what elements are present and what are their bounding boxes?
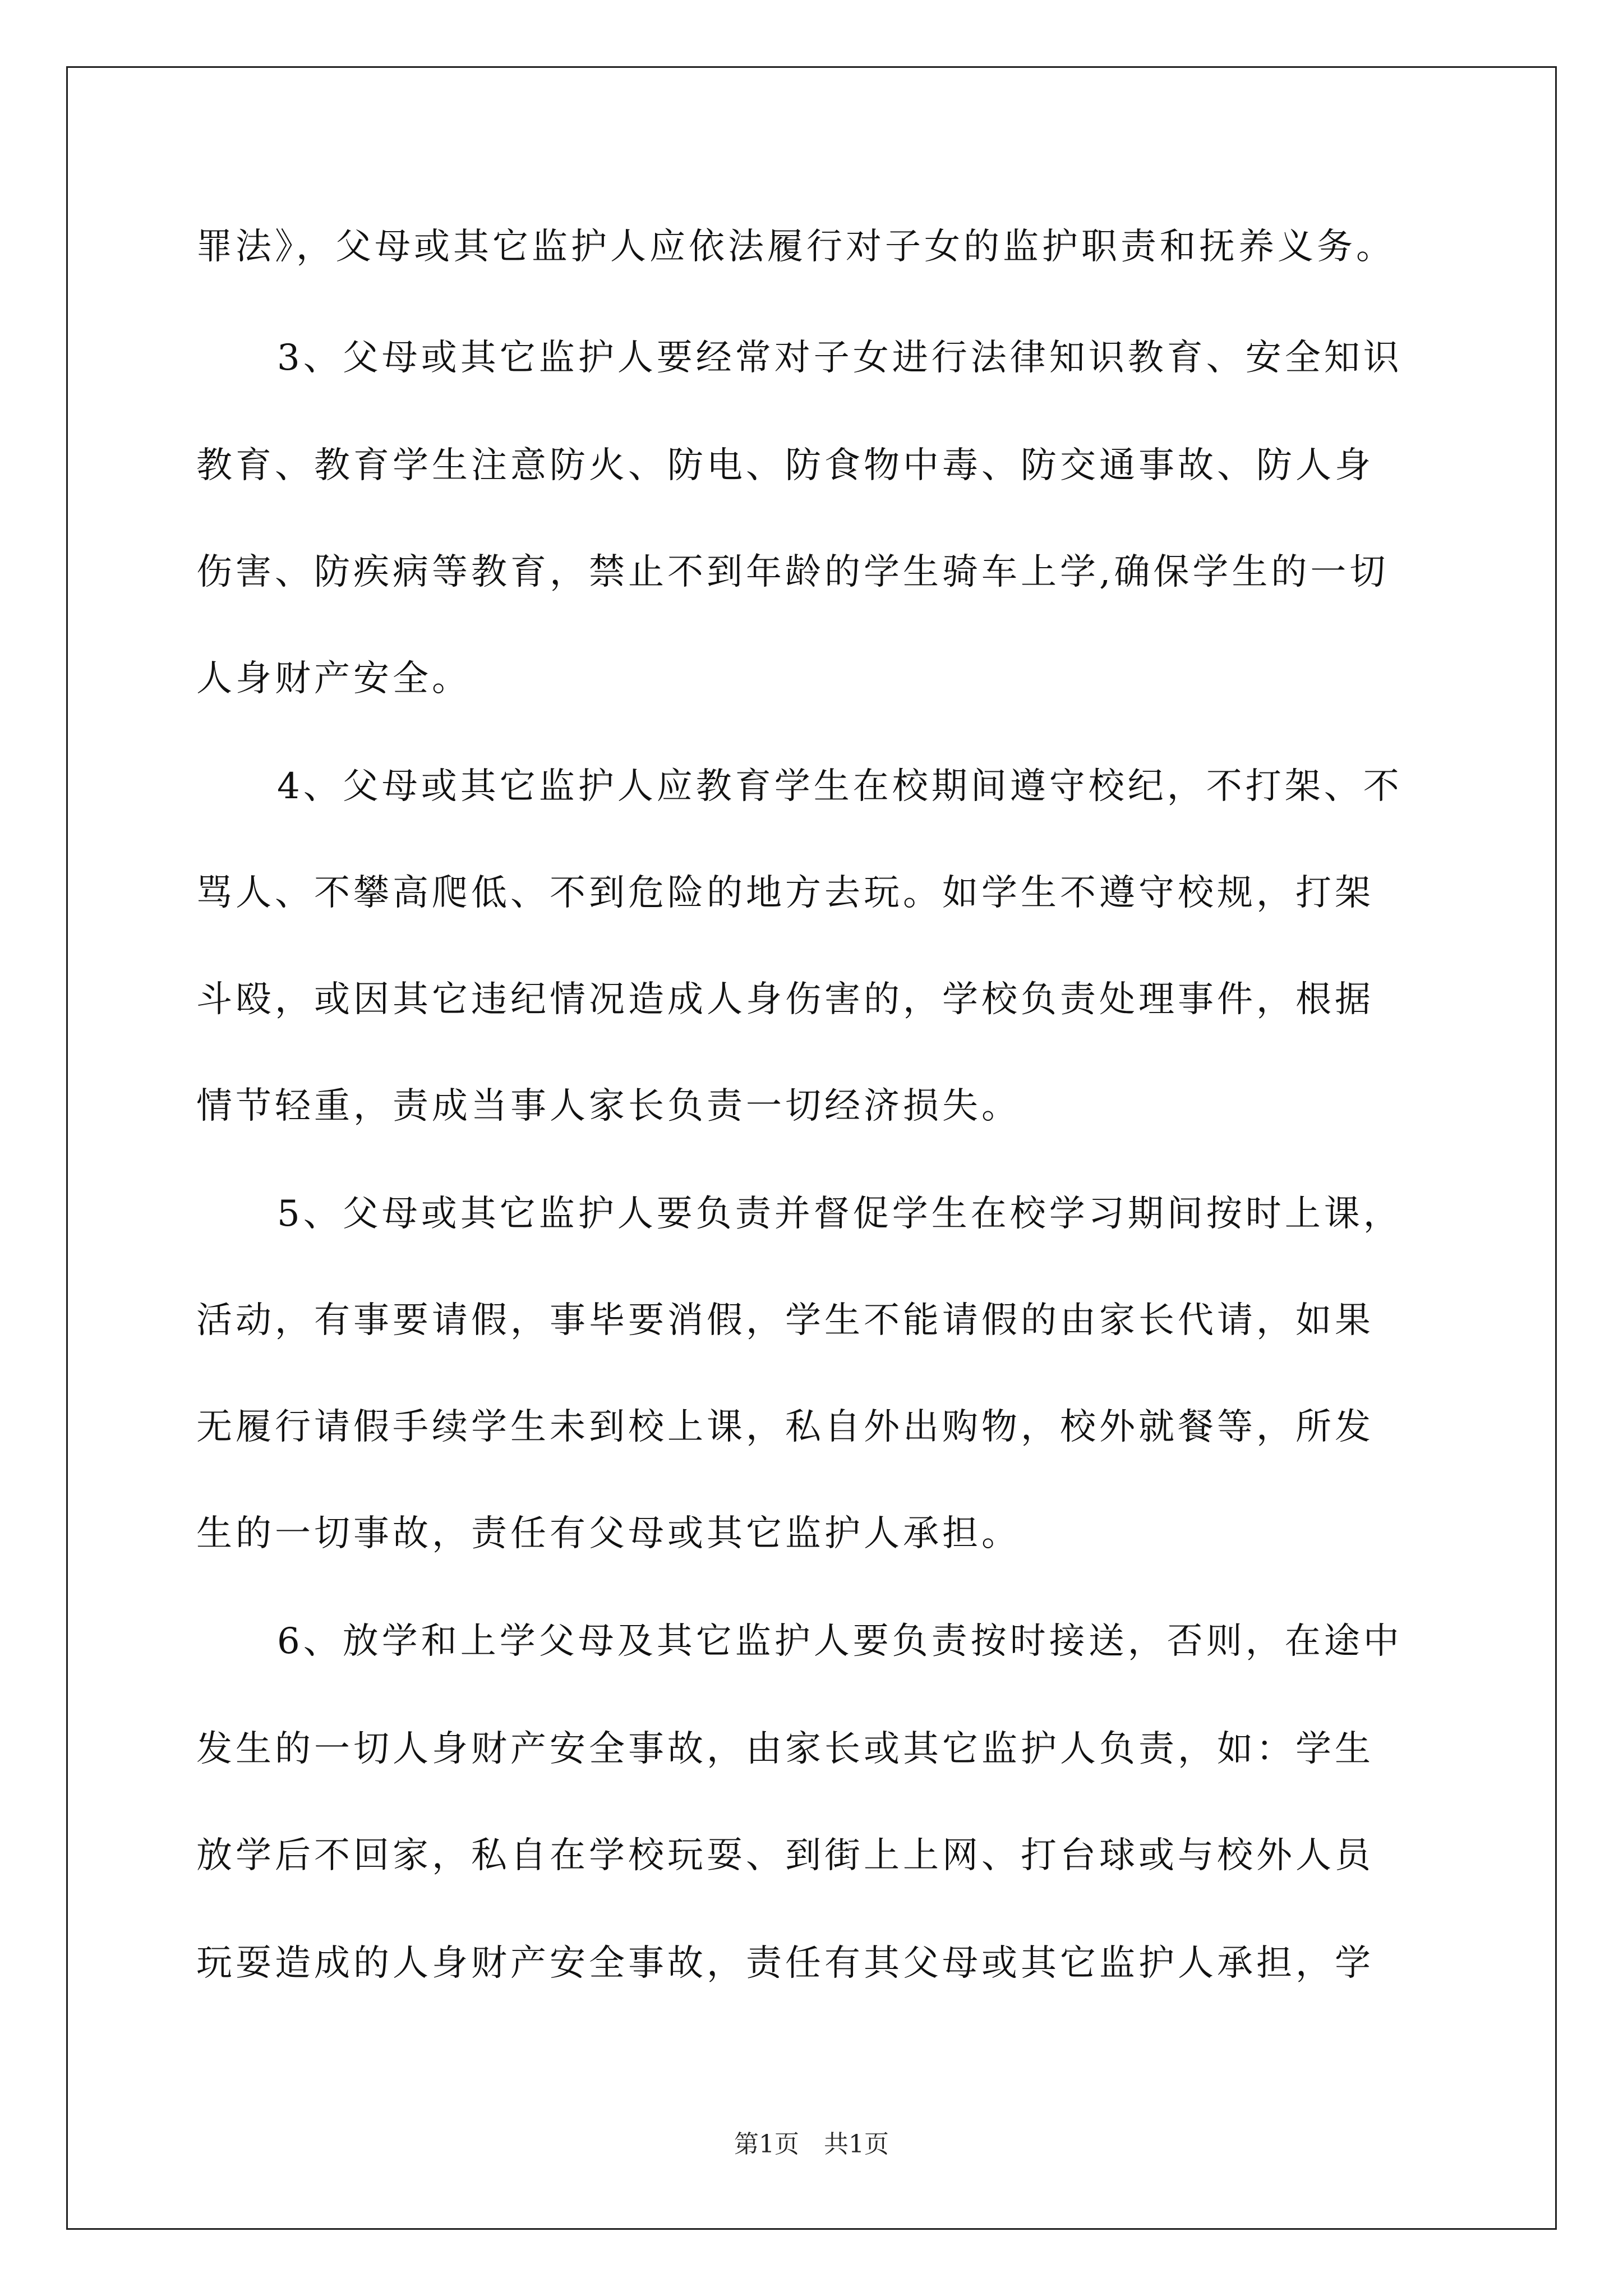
text-line: 教育、教育学生注意防火、防电、防食物中毒、防交通事故、防人身 (196, 445, 1374, 486)
text-line: 4、父母或其它监护人应教育学生在校期间遵守校纪，不打架、不 (277, 766, 1403, 807)
text-line: 伤害、防疾病等教育，禁止不到年龄的学生骑车上学,确保学生的一切 (196, 551, 1389, 593)
text-line: 骂人、不攀高爬低、不到危险的地方去玩。如学生不遵守校规，打架 (196, 872, 1374, 914)
page-border (66, 66, 1557, 2230)
page-number-footer: 第1页 共1页 (734, 2130, 889, 2159)
text-line: 3、父母或其它监护人要经常对子女进行法律知识教育、安全知识 (277, 337, 1403, 379)
text-line: 5、父母或其它监护人要负责并督促学生在校学习期间按时上课， (277, 1193, 1403, 1235)
text-line: 6、放学和上学父母及其它监护人要负责按时接送，否则，在途中 (277, 1621, 1403, 1662)
text-line: 罪法》，父母或其它监护人应依法履行对子女的监护职责和抚养义务。 (196, 226, 1395, 268)
text-line: 活动，有事要请假，事毕要消假，学生不能请假的由家长代请，如果 (196, 1300, 1374, 1341)
text-line: 玩耍造成的人身财产安全事故，责任有其父母或其它监护人承担，学 (196, 1943, 1374, 1984)
text-line: 情节轻重，责成当事人家长负责一切经济损失。 (196, 1085, 1021, 1127)
text-line: 放学后不回家，私自在学校玩耍、到街上上网、打台球或与校外人员 (196, 1835, 1374, 1876)
text-line: 斗殴，或因其它违纪情况造成人身伤害的，学校负责处理事件，根据 (196, 979, 1374, 1020)
text-line: 生的一切事故，责任有父母或其它监护人承担。 (196, 1513, 1021, 1554)
text-line: 发生的一切人身财产安全事故，由家长或其它监护人负责，如：学生 (196, 1728, 1374, 1770)
text-line: 人身财产安全。 (196, 658, 471, 700)
text-line: 无履行请假手续学生未到校上课，私自外出购物，校外就餐等，所发 (196, 1406, 1374, 1448)
